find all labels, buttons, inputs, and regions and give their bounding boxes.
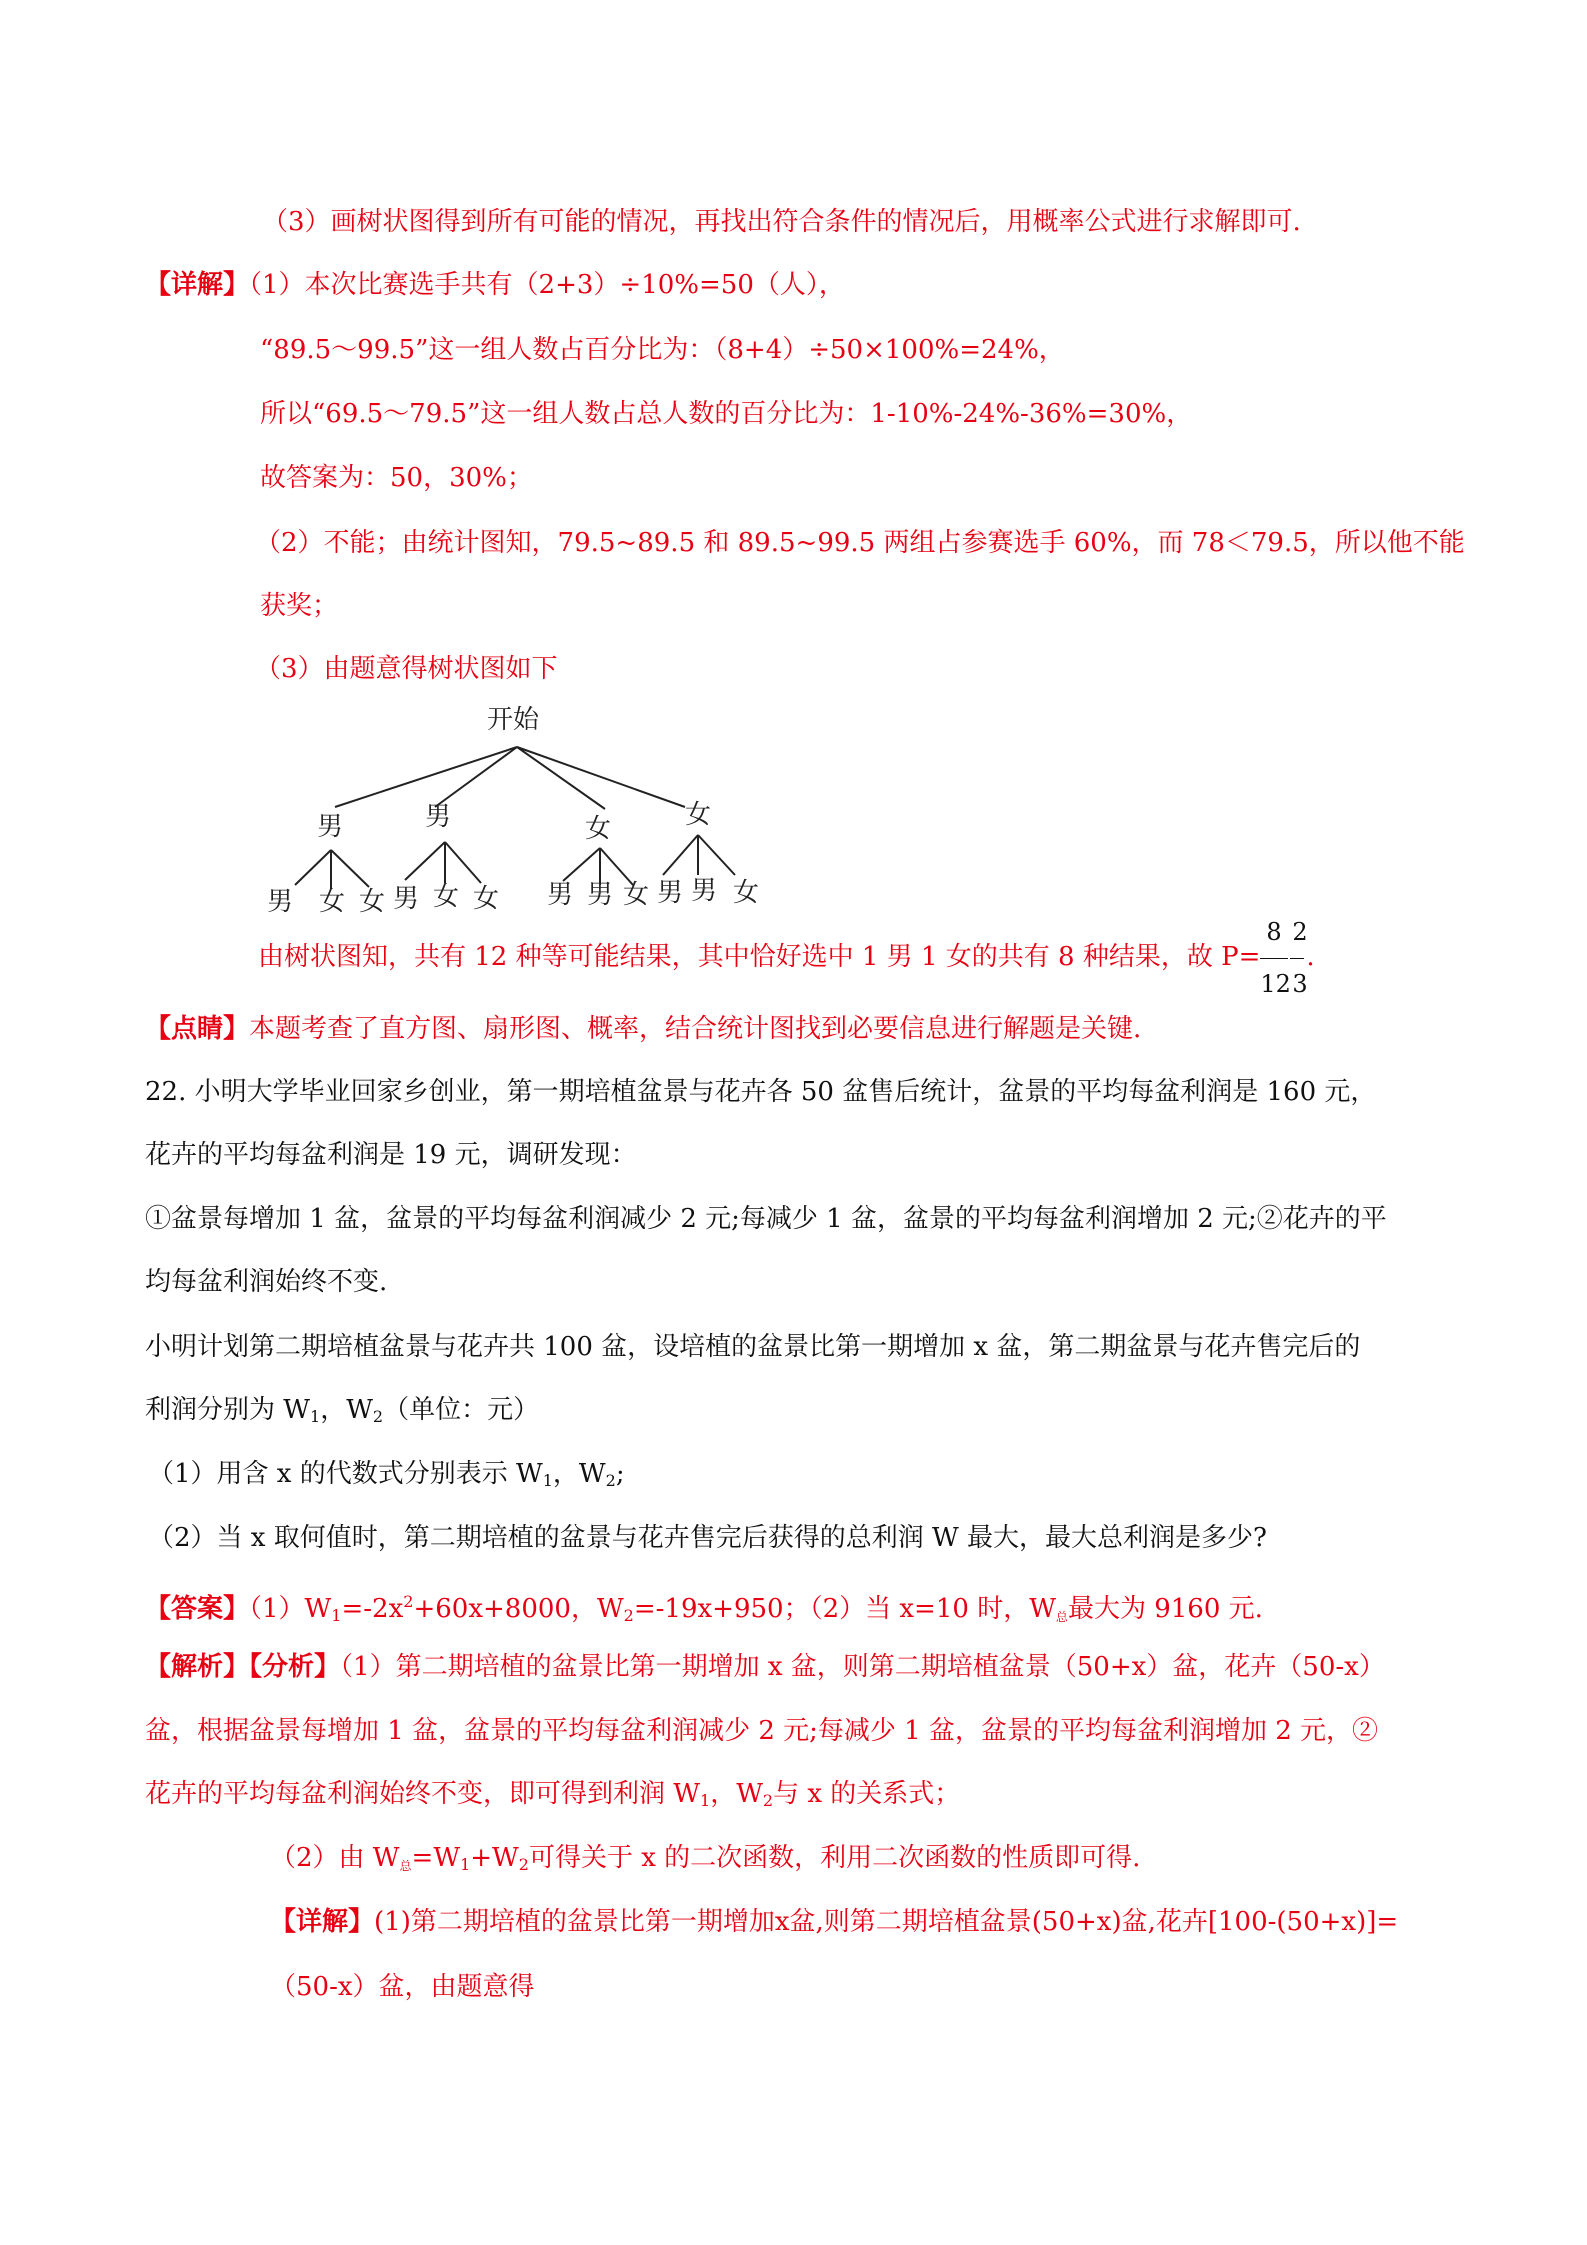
analysis-tag: 【解析】 xyxy=(145,1652,250,1682)
q22-line-3: ①盆景每增加 1 盆，盆景的平均每盆利润减少 2 元;每减少 1 盆，盆景的平均每盆利润增加 2 元;②花卉的平 xyxy=(145,1204,1387,1234)
q22-line-6: 利润分别为 $W_1$，$W_2$（单位：元） xyxy=(145,1395,540,1426)
tree-leaf: 男 xyxy=(657,878,684,908)
analysis-line-1: 【解析】【分析】（1）第二期培植的盆景比第一期增加 x 盆，则第二期培植盆景（50+x）盆，花卉（50-x） xyxy=(145,1652,1385,1682)
tree-node: 男 xyxy=(425,802,452,832)
analysis-line-3: 花卉的平均每盆利润始终不变，即可得到利润 $W_1$，$W_2$与 x 的关系式； xyxy=(145,1779,961,1810)
tree-node: 女 xyxy=(685,800,712,830)
probability-line: 由树状图知，共有 12 种等可能结果，其中恰好选中 1 男 1 女的共有 8 种结果，故 P= $\frac{8}{12}$ 2 3 . xyxy=(258,918,1315,998)
tree-leaf: 女 xyxy=(473,884,500,914)
tree-leaf: 女 xyxy=(733,878,760,908)
q22-line-5: 小明计划第二期培植盆景与花卉共 100 盆，设培植的盆景比第一期增加 x 盆，第二期盆景与花卉售完后的 xyxy=(145,1332,1361,1362)
tree-node: 男 xyxy=(317,812,344,842)
analysis-line-4: （2）由 $W_总=W_1+W_2$可得关于 x 的二次函数，利用二次函数的性质即可得. xyxy=(270,1843,1141,1874)
detail-line-4: 故答案为：50，30%； xyxy=(260,463,533,493)
analysis-step-3-hint: （3）画树状图得到所有可能的情况，再找出符合条件的情况后，用概率公式进行求解即可. xyxy=(262,207,1301,237)
tree-leaf: 女 xyxy=(433,882,460,912)
tree-leaf: 女 xyxy=(319,887,346,915)
detail-line-3: 所以“69.5～79.5”这一组人数占总人数的百分比为：1-10%-24%-36%=30%， xyxy=(260,399,1193,429)
detail-line-5: （2）不能；由统计图知，79.5~89.5 和 89.5~99.5 两组占参赛选手 60%，而 78＜79.5，所以他不能 xyxy=(255,528,1465,558)
tree-leaf: 男 xyxy=(691,876,718,906)
q22-line-4: 均每盆利润始终不变. xyxy=(145,1267,388,1297)
tree-leaf: 男 xyxy=(547,880,574,910)
detail-line-7: （3）由题意得树状图如下 xyxy=(255,654,558,684)
detail-tag-2: 【详解】 xyxy=(270,1907,375,1937)
tree-node: 女 xyxy=(585,814,612,844)
q22-sub-question-2: （2）当 x 取何值时，第二期培植的盆景与花卉售完后获得的总利润 W 最大，最大总利润是多少? xyxy=(148,1523,1267,1553)
comment-line: 【点睛】本题考查了直方图、扇形图、概率，结合统计图找到必要信息进行解题是关键. xyxy=(145,1014,1142,1044)
tree-leaf: 男 xyxy=(267,887,294,915)
detail-2-line-1: 【详解】(1)第二期培植的盆景比第一期增加x盆,则第二期培植盆景(50+x)盆,花卉[100-(50+x)]= xyxy=(270,1907,1399,1937)
detail-line-6: 获奖； xyxy=(260,591,339,621)
answer-line: 【答案】$(1)W_1=-2x^2+60x+8000$，$W_2=-19x+950$；（2）当 x=10 时，$W_总$最大为 9160 元. xyxy=(145,1592,1263,1625)
tree-diagram xyxy=(255,695,775,915)
analysis-subtag: 【分析】 xyxy=(249,1652,341,1682)
comment-tag: 【点睛】 xyxy=(145,1014,250,1044)
fraction-8-12: $\frac{8}{12}$ xyxy=(1260,918,1291,998)
tree-diagram-svg xyxy=(255,695,775,915)
analysis-line-2: 盆，根据盆景每增加 1 盆，盆景的平均每盆利润减少 2 元;每减少 1 盆，盆景的平均每盆利润增加 2 元，② xyxy=(145,1716,1379,1746)
detail-line-2: “89.5～99.5”这一组人数占百分比为：（8+4）÷50×100%=24%， xyxy=(260,335,1065,365)
q22-line-2: 花卉的平均每盆利润是 19 元，调研发现： xyxy=(145,1140,637,1170)
detail-2-line-2: （50-x）盆，由题意得 xyxy=(270,1972,535,2002)
tree-leaf: 女 xyxy=(623,880,650,910)
q22-line-1: 22. 小明大学毕业回家乡创业，第一期培植盆景与花卉各 50 盆售后统计，盆景的平均每盆利润是 160 元， xyxy=(145,1077,1377,1107)
tree-leaf: 女 xyxy=(359,887,386,915)
detail-tag: 【详解】 xyxy=(145,270,250,300)
tree-leaf: 男 xyxy=(587,880,614,910)
tree-leaf: 男 xyxy=(393,884,420,914)
q22-sub-question-1: （1）用含 x 的代数式分别表示 $W_1$，$W_2$; xyxy=(148,1459,625,1490)
fraction-2-3: 2 3 xyxy=(1292,918,1308,998)
tree-root: 开始 xyxy=(487,705,540,735)
answer-tag: 【答案】 xyxy=(145,1594,250,1624)
detail-line-1: 【详解】（1）本次比赛选手共有（2+3）÷10%=50（人）， xyxy=(145,270,845,300)
